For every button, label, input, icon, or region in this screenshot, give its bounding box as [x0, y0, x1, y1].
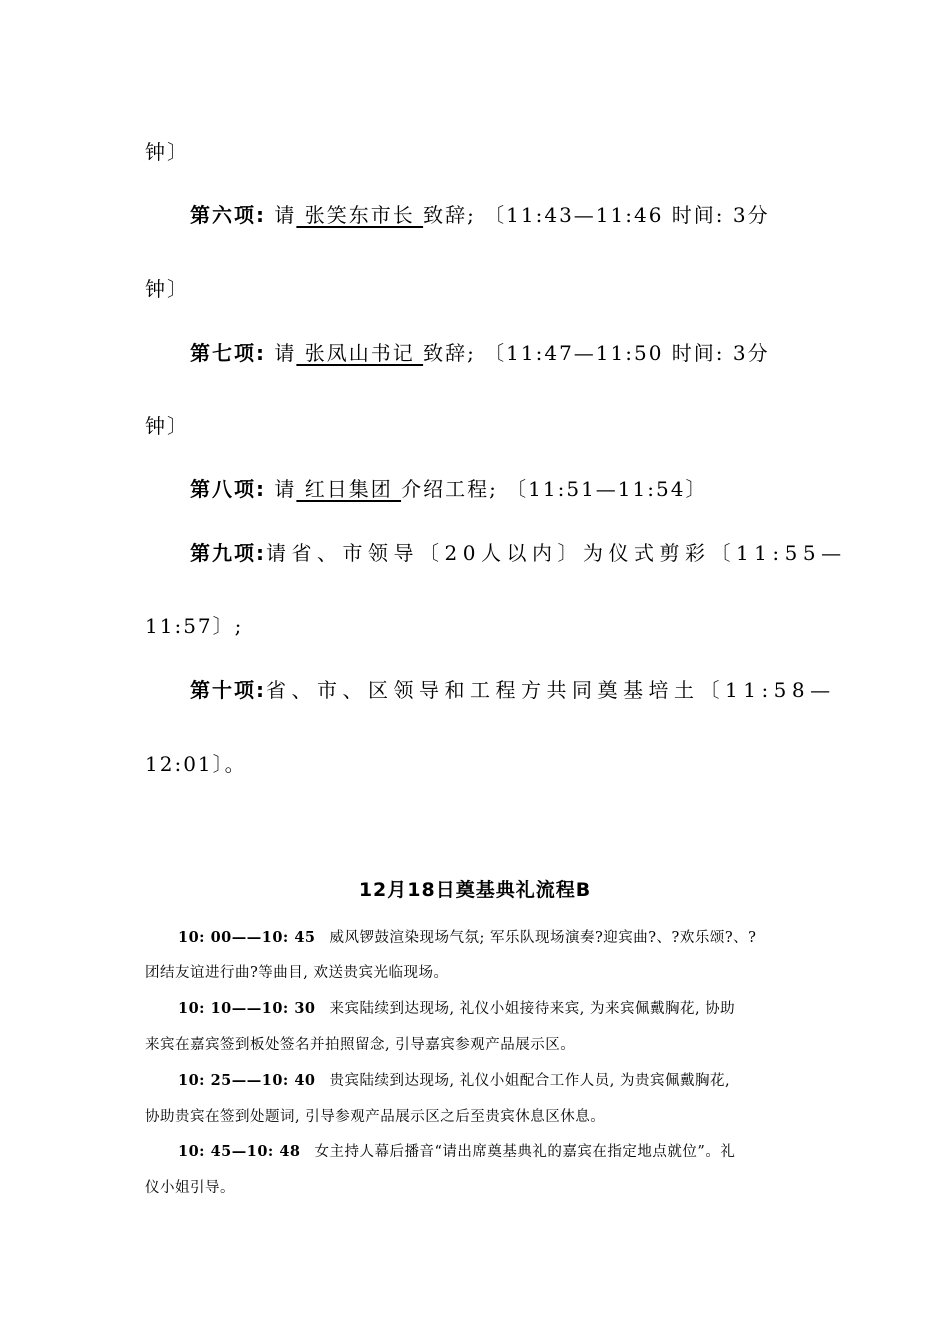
schedule-time-2: 10: 10——10: 30	[178, 1000, 316, 1017]
item-10-label: 第十项:	[190, 678, 266, 702]
item-8-name: 红日集团	[296, 477, 402, 501]
schedule-time-3: 10: 25——10: 40	[178, 1072, 316, 1089]
item-6-label: 第六项:	[190, 203, 266, 227]
schedule-text-3: 贵宾陆续到达现场, 礼仪小姐配合工作人员, 为贵宾佩戴胸花,	[329, 1073, 731, 1089]
item-7	[190, 341, 770, 365]
schedule-entry-2	[178, 999, 735, 1019]
schedule-entry-1-cont: 团结友谊进行曲?等曲目, 欢送贵宾光临现场。	[145, 965, 449, 981]
item-9-continuation: 11:57〕;	[145, 614, 244, 638]
item-6-name: 张笑东市长	[296, 203, 424, 227]
item-8-text: 介绍工程; 〔11:51—11:54〕	[401, 477, 708, 501]
schedule-time-4: 10: 45—10: 48	[178, 1143, 301, 1160]
section-title: 12月18日奠基典礼流程B	[358, 879, 592, 901]
item-7-text: 致辞; 〔11:47—11:50 时间: 3分	[423, 341, 770, 365]
item-10	[190, 678, 836, 702]
item-10-continuation: 12:01〕。	[145, 752, 247, 776]
item-9-text: 请省、市领导〔20人以内〕为仪式剪彩〔11:55—	[266, 541, 847, 565]
item-6-pre: 请	[274, 203, 297, 227]
schedule-entry-4-cont: 仪小姐引导。	[145, 1180, 235, 1196]
item-7-continuation: 钟〕	[145, 414, 189, 438]
schedule-entry-2-cont: 来宾在嘉宾签到板处签名并拍照留念, 引导嘉宾参观产品展示区。	[145, 1037, 576, 1053]
schedule-text-1: 威风锣鼓渲染现场气氛; 军乐队现场演奏?迎宾曲?、?欢乐颂?、?	[329, 930, 757, 946]
schedule-entry-3-cont: 协助贵宾在签到处题词, 引导参观产品展示区之后至贵宾休息区休息。	[145, 1109, 606, 1125]
item-6-text: 致辞; 〔11:43—11:46 时间: 3分	[423, 203, 770, 227]
item-8-label: 第八项:	[190, 477, 266, 501]
continuation-line: 钟〕	[145, 140, 189, 164]
schedule-text-4: 女主持人幕后播音“请出席奠基典礼的嘉宾在指定地点就位”。礼	[314, 1144, 736, 1160]
item-9-label: 第九项:	[190, 541, 266, 565]
schedule-text-2: 来宾陆续到达现场, 礼仪小姐接待来宾, 为来宾佩戴胸花, 协助	[329, 1001, 736, 1017]
schedule-entry-3	[178, 1071, 730, 1091]
item-8	[190, 477, 707, 501]
item-10-text: 省、市、区领导和工程方共同奠基培土〔11:58—	[266, 678, 836, 702]
item-8-pre: 请	[274, 477, 297, 501]
schedule-time-1: 10: 00——10: 45	[178, 929, 316, 946]
item-6	[190, 203, 770, 227]
schedule-entry-1	[178, 928, 756, 948]
item-7-pre: 请	[274, 341, 297, 365]
item-7-label: 第七项:	[190, 341, 266, 365]
item-6-continuation: 钟〕	[145, 277, 189, 301]
schedule-entry-4	[178, 1142, 735, 1162]
item-7-name: 张凤山书记	[296, 341, 424, 365]
item-9	[190, 541, 847, 565]
